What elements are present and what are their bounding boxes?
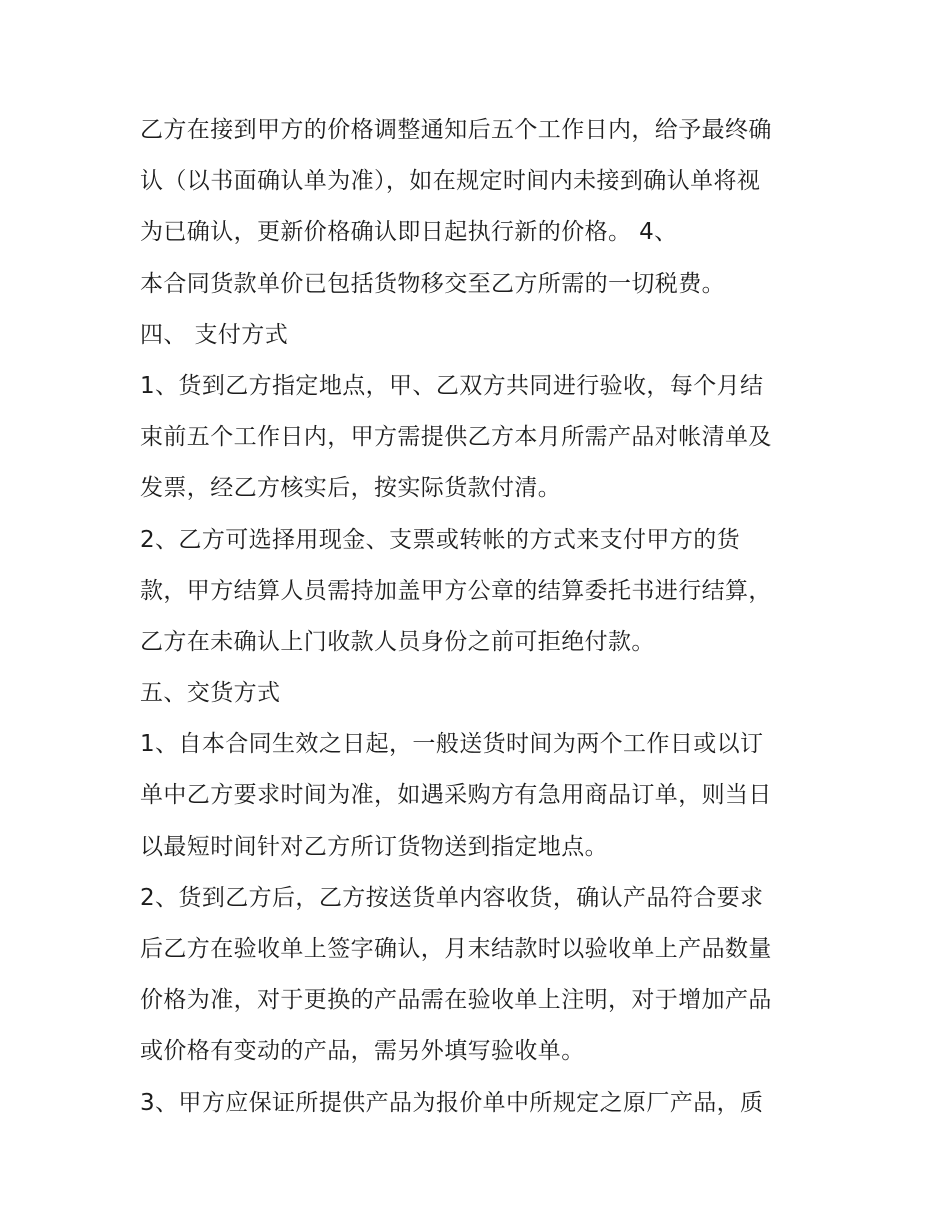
text-line: 为已确认，更新价格确认即日起执行新的价格。 4、 (140, 219, 678, 246)
text-line: 乙方在未确认上门收款人员身份之前可拒绝付款。 (140, 628, 655, 655)
text-line: 1、自本合同生效之日起，一般送货时间为两个工作日或以订 (140, 731, 764, 758)
text-line: 后乙方在验收单上签字确认，月末结款时以验收单上产品数量 (140, 936, 772, 962)
text-line: 束前五个工作日内，甲方需提供乙方本月所需产品对帐清单及 (140, 424, 772, 451)
text-line: 2、乙方可选择用现金、支票或转帐的方式来支付甲方的货 (140, 526, 741, 553)
text-line: 3、甲方应保证所提供产品为报价单中所规定之原厂产品，质 (140, 1089, 764, 1116)
text-line: 乙方在接到甲方的价格调整通知后五个工作日内，给予最终确 (140, 117, 772, 143)
document-body (140, 105, 830, 1129)
text-line: 发票，经乙方核实后，按实际货款付清。 (140, 475, 562, 502)
text-line: 认（以书面确认单为准），如在规定时间内未接到确认单将视 (140, 168, 761, 195)
text-line: 或价格有变动的产品，需另外填写验收单。 (140, 1038, 585, 1065)
text-line: 2、货到乙方后，乙方按送货单内容收货，确认产品符合要求 (140, 884, 764, 911)
text-line: 款，甲方结算人员需持加盖甲方公章的结算委托书进行结算， (140, 577, 772, 604)
text-line: 以最短时间针对乙方所订货物送到指定地点。 (140, 833, 608, 860)
text-line: 1、货到乙方指定地点，甲、乙双方共同进行验收，每个月结 (140, 372, 764, 399)
text-line: 价格为准，对于更换的产品需在验收单上注明，对于增加产品 (140, 987, 772, 1014)
section-heading: 五、交货方式 (140, 680, 281, 707)
text-line: 单中乙方要求时间为准，如遇采购方有急用商品订单，则当日 (140, 782, 772, 809)
section-heading: 四、 支付方式 (140, 321, 289, 348)
text-line: 本合同货款单价已包括货物移交至乙方所需的一切税费。 (140, 270, 725, 297)
